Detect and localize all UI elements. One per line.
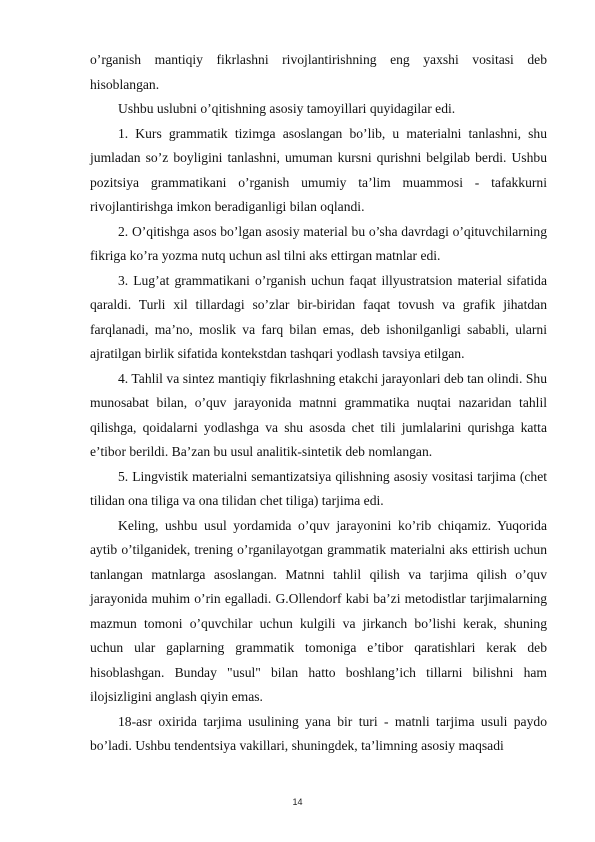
paragraph-process: Keling, ushbu usul yordamida o’quv jarayonini ko’rib chiqamiz. Yuqorida aytib o’tilganidek, trening o’rganilayotgan grammatik materialni aks ettirish uchun tanlangan matnlarga asoslangan. Matnni tahlil qilish va tarjima qilish o’quv jarayonida muhim o’rin egalladi. G.Ollendorf kabi ba’zi metodistlar tarjimalarning mazmun tomoni o’quvchilar uchun kulgili va jirkanch bo’lishi kerak, shuning uchun ular gaplarning grammatik tomoniga e’tibor qaratishlari kerak deb hisoblashgan. Bunday "usul" bilan hatto boshlang’ich tillarni bilishni ham ilojsizligini anglash qiyin emas. <box>90 517 547 704</box>
paragraph-18th-century: 18-asr oxirida tarjima usulining yana bir turi - matnli tarjima usuli paydo bo’ladi. Ushbu tendentsiya vakillari, shuningdek, ta’limning asosiy maqsadi <box>90 713 547 753</box>
paragraph-principle-2: 2. O’qitishga asos bo’lgan asosiy material bu o’sha davrdagi o’qituvchilarning fikriga ko’ra yozma nutq uchun asl tilni aks ettirgan matnlar edi. <box>90 223 547 263</box>
paragraph-principle-3: 3. Lug’at grammatikani o’rganish uchun faqat illyustratsion material sifatida qaraldi. Turli xil tillardagi so’zlar bir-biridan faqat tovush va grafik jihatdan farqlanadi, ma’no, moslik va farq bilan emas, deb ishonilganligi sababli, ularni ajratilgan birlik sifatida kontekstdan tashqari yodlash tavsiya etilgan. <box>90 272 547 361</box>
page-number: 14 <box>292 797 303 807</box>
paragraph-principle-5: 5. Lingvistik materialni semantizatsiya qilishning asosiy vositasi tarjima (chet tilidan ona tiliga va ona tilidan chet tiliga) tarjima edi. <box>90 468 547 508</box>
document-body <box>90 48 547 759</box>
paragraph-continuation: o’rganish mantiqiy fikrlashni rivojlantirishning eng yaxshi vositasi deb hisoblangan. <box>90 52 547 92</box>
paragraph-principle-1: 1. Kurs grammatik tizimga asoslangan bo’lib, u materialni tanlashni, shu jumladan so’z boyligini tanlashni, umuman kursni qurishni belgilab berdi. Ushbu pozitsiya grammatikani o’rganish umumiy ta’lim muammosi - tafakkurni rivojlantirishga imkon beradiganligi bilan oqlandi. <box>90 125 547 214</box>
paragraph-intro-principles: Ushbu uslubni o’qitishning asosiy tamoyillari quyidagilar edi. <box>118 101 456 116</box>
paragraph-principle-4: 4. Tahlil va sintez mantiqiy fikrlashning etakchi jarayonlari deb tan olindi. Shu munosabat bilan, o’quv jarayonida matnni grammatika nuqtai nazaridan tahlil qilishga, qoidalarni yodlashga va shu asosda chet tili jumlalarini qurishga katta e’tibor berildi. Ba’zan bu usul analitik-sintetik deb nomlangan. <box>90 370 547 459</box>
